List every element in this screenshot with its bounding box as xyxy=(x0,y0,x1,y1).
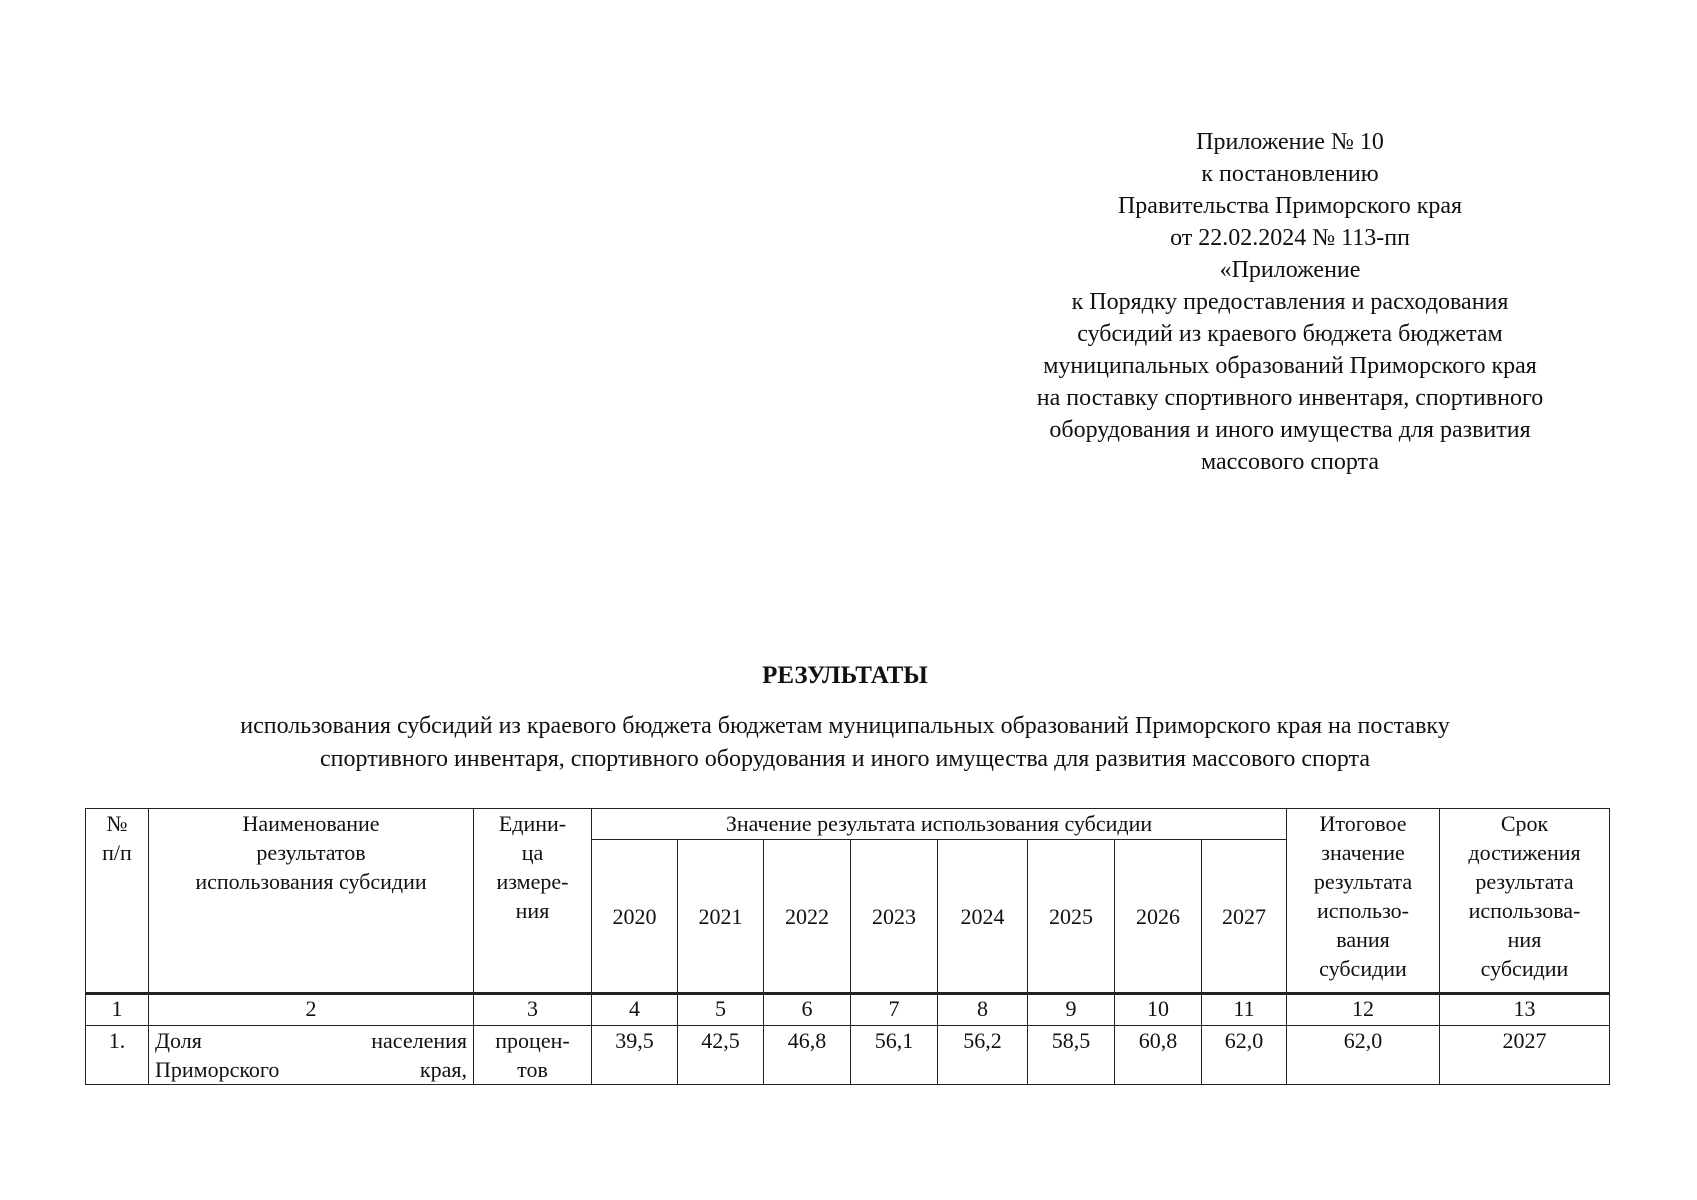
subheading-line: спортивного инвентаря, спортивного оборудования и иного имущества для развития массового спорта xyxy=(320,746,1370,772)
col-header-unit: Едини- ца измере- ния xyxy=(474,809,592,994)
order-reference xyxy=(960,286,1620,478)
col-header-year: 2027 xyxy=(1202,840,1287,994)
row-number: 1. xyxy=(86,1026,149,1085)
col-header-year: 2024 xyxy=(938,840,1028,994)
column-number-row xyxy=(86,994,1610,1026)
column-number: 3 xyxy=(474,994,592,1026)
col-header-total: Итоговое значение результата использо- вания субсидии xyxy=(1287,809,1440,994)
order-line: муниципальных образований Приморского края xyxy=(1043,353,1537,379)
col-header-number: № п/п xyxy=(86,809,149,994)
row-name: Доля населения Приморского края, xyxy=(149,1026,474,1085)
appendix-prilozhenie: «Приложение xyxy=(1219,257,1361,283)
row-value: 56,1 xyxy=(851,1026,938,1085)
column-number: 12 xyxy=(1287,994,1440,1026)
document-heading: РЕЗУЛЬТАТЫ xyxy=(762,662,928,689)
column-number: 2 xyxy=(149,994,474,1026)
appendix-block xyxy=(960,126,1620,478)
col-header-year: 2021 xyxy=(678,840,764,994)
row-total: 62,0 xyxy=(1287,1026,1440,1085)
order-line: субсидий из краевого бюджета бюджетам xyxy=(1077,321,1503,347)
col-header-year: 2026 xyxy=(1115,840,1202,994)
column-number: 4 xyxy=(592,994,678,1026)
col-group-header-values: Значение результата использования субсидии xyxy=(592,809,1287,840)
column-number: 10 xyxy=(1115,994,1202,1026)
row-unit: процен- тов xyxy=(474,1026,592,1085)
col-header-year: 2022 xyxy=(764,840,851,994)
document-subheading xyxy=(85,710,1605,776)
results-table-wrap xyxy=(85,808,1610,1085)
column-number: 5 xyxy=(678,994,764,1026)
column-number: 7 xyxy=(851,994,938,1026)
column-number: 13 xyxy=(1440,994,1610,1026)
appendix-line: Правительства Приморского края xyxy=(1117,193,1463,219)
appendix-line: к постановлению xyxy=(1201,161,1379,187)
table-row xyxy=(86,1026,1610,1085)
column-number: 11 xyxy=(1202,994,1287,1026)
col-header-year: 2023 xyxy=(851,840,938,994)
column-number: 6 xyxy=(764,994,851,1026)
col-header-year: 2020 xyxy=(592,840,678,994)
order-line: массового спорта xyxy=(1200,449,1379,475)
column-number: 9 xyxy=(1028,994,1115,1026)
column-number: 1 xyxy=(86,994,149,1026)
order-line: на поставку спортивного инвентаря, спортивного xyxy=(1036,385,1544,411)
results-table xyxy=(85,808,1610,1085)
order-line: к Порядку предоставления и расходования xyxy=(1071,289,1509,315)
row-value: 39,5 xyxy=(592,1026,678,1085)
col-header-year: 2025 xyxy=(1028,840,1115,994)
row-value: 42,5 xyxy=(678,1026,764,1085)
subheading-line: использования субсидий из краевого бюджета бюджетам муниципальных образований Приморского края на поставку xyxy=(240,713,1450,739)
order-line: оборудования и иного имущества для развития xyxy=(1049,417,1531,443)
row-value: 56,2 xyxy=(938,1026,1028,1085)
row-value: 60,8 xyxy=(1115,1026,1202,1085)
row-value: 46,8 xyxy=(764,1026,851,1085)
col-header-name: Наименование результатов использования субсидии xyxy=(149,809,474,994)
row-value: 58,5 xyxy=(1028,1026,1115,1085)
appendix-date-number: от 22.02.2024 № 113-пп xyxy=(1170,225,1410,251)
col-header-deadline: Срок достижения результата использова- ния субсидии xyxy=(1440,809,1610,994)
row-deadline: 2027 xyxy=(1440,1026,1610,1085)
appendix-title: Приложение № 10 xyxy=(1196,129,1384,155)
row-value: 62,0 xyxy=(1202,1026,1287,1085)
column-number: 8 xyxy=(938,994,1028,1026)
